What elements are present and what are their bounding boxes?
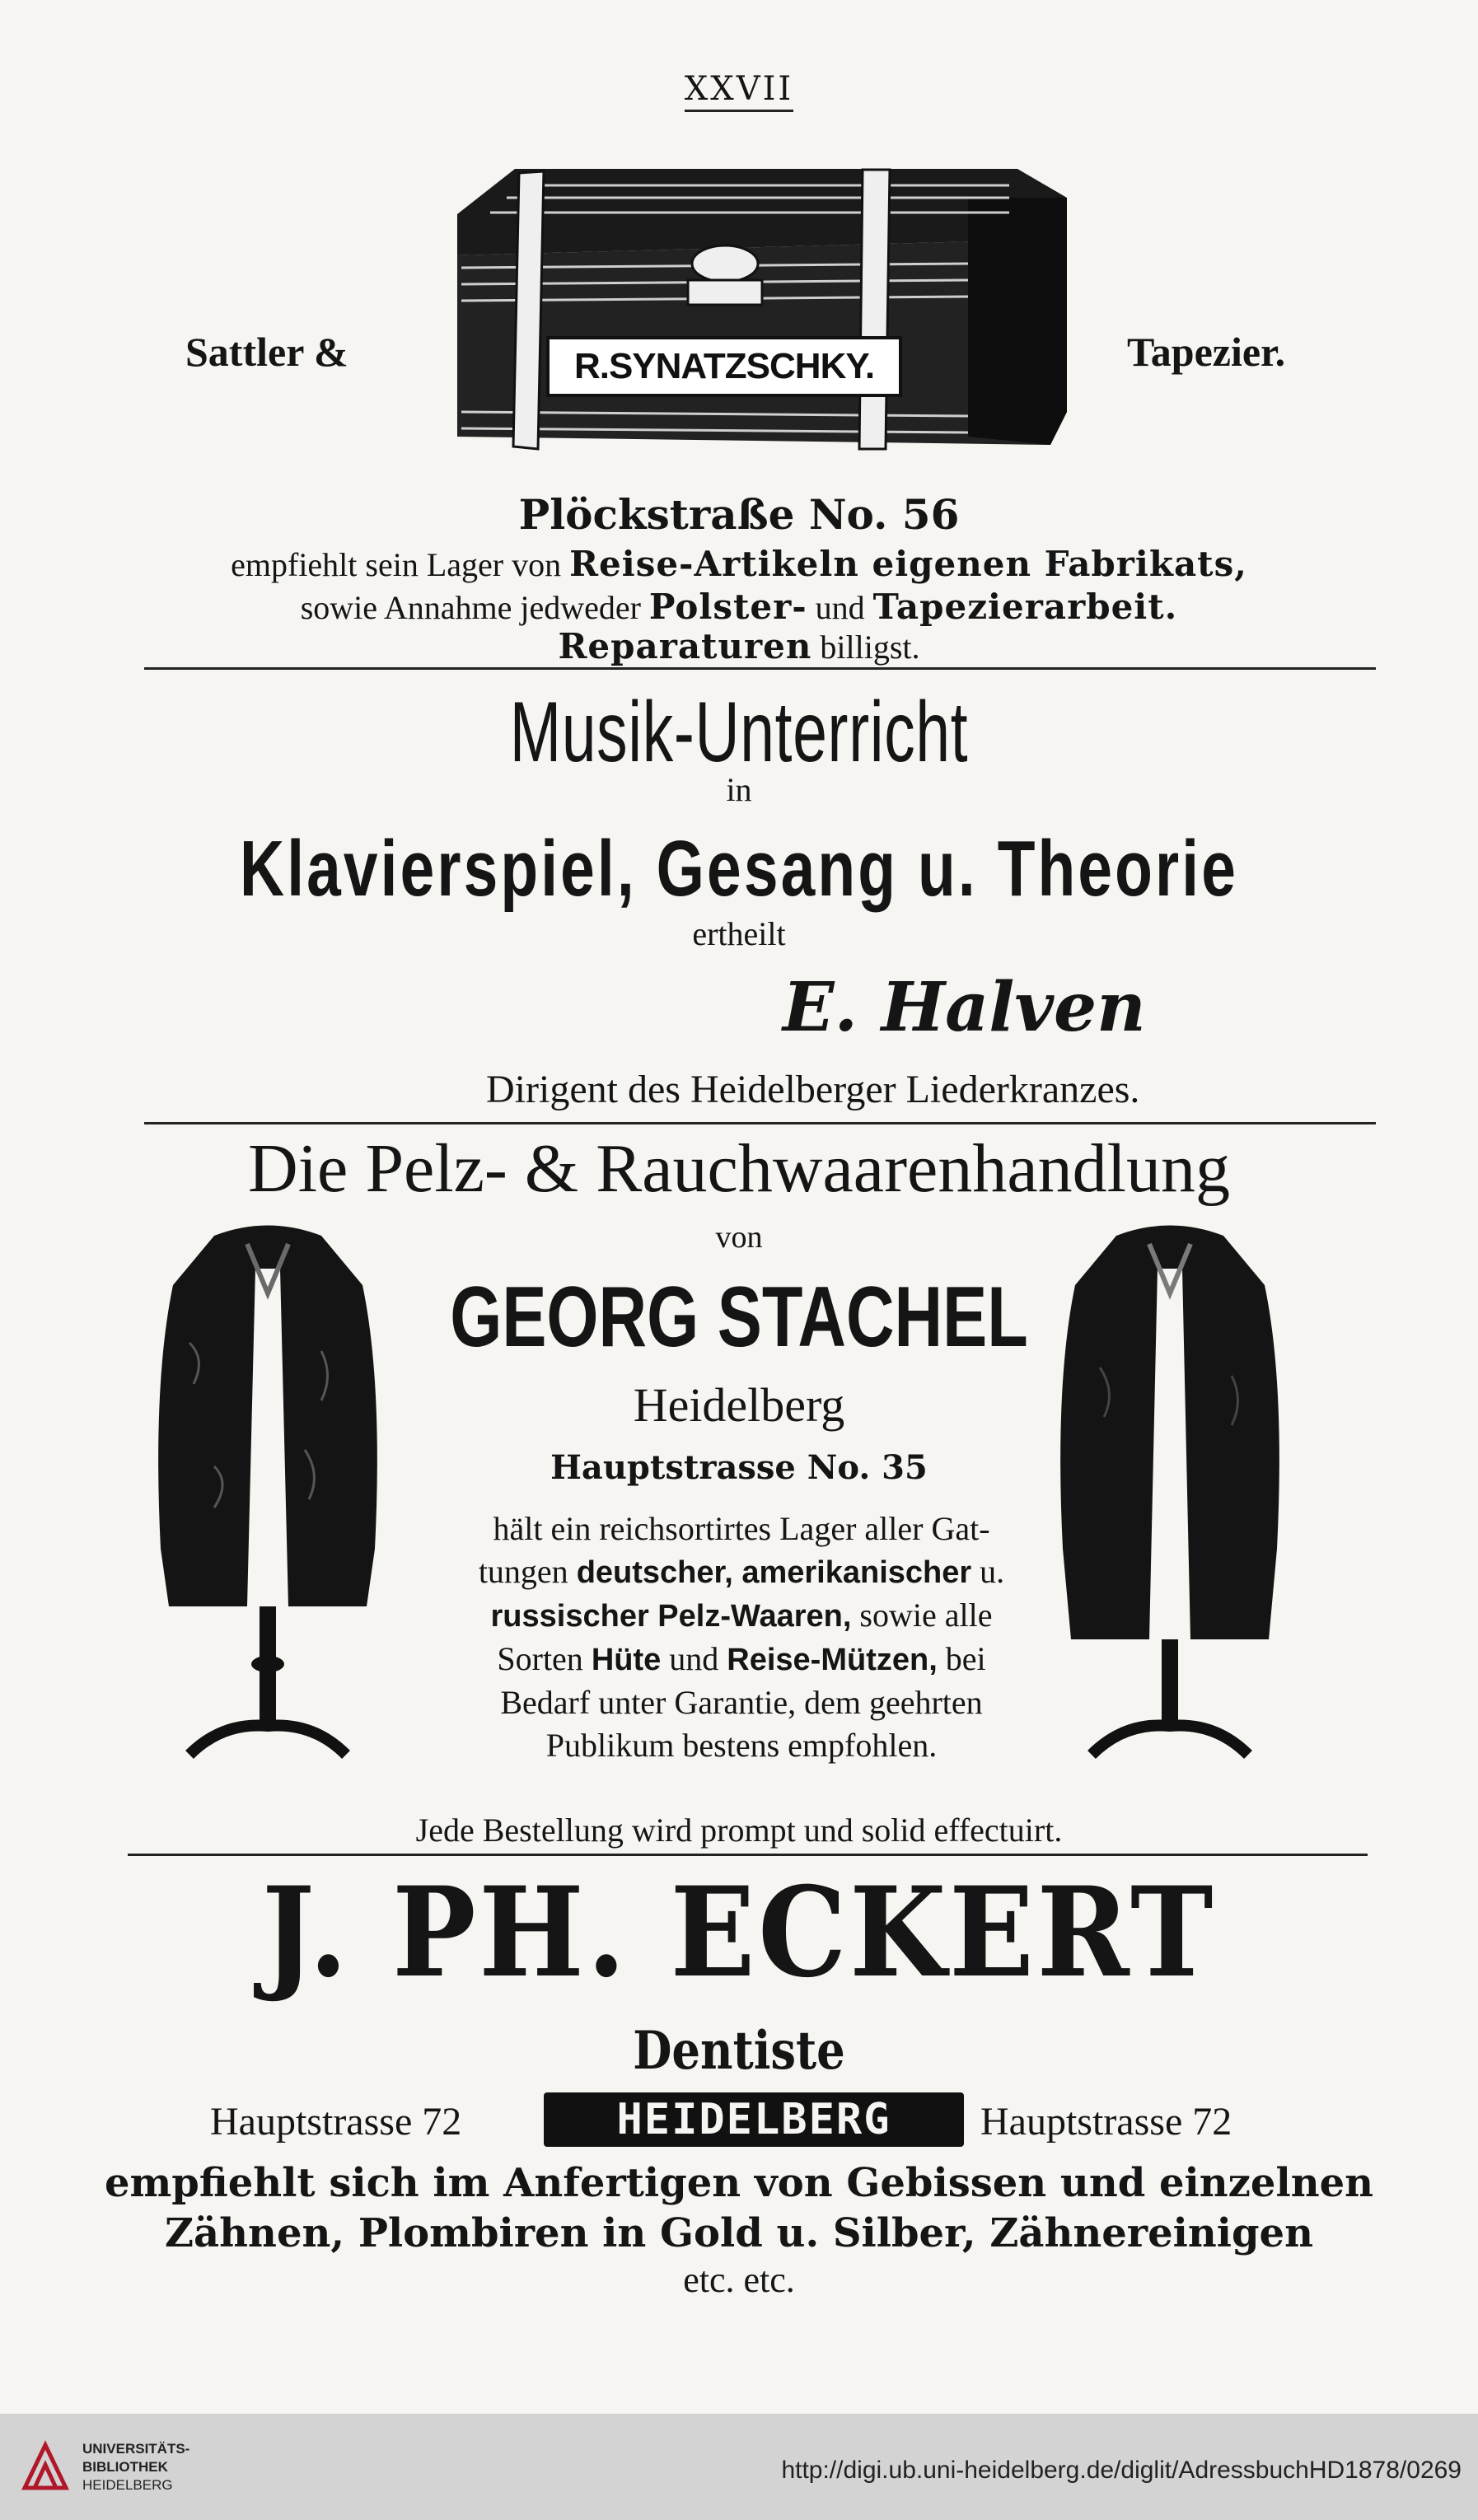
synatzschky-line-2: sowie Annahme jedweder Polster- und Tapezierarbeit. bbox=[300, 587, 1178, 627]
eckert-line-2: Zähnen, Plombiren in Gold u. Silber, Zähnereinigen bbox=[165, 2210, 1313, 2256]
fur-coat-right-illustration bbox=[1059, 1219, 1281, 1771]
institution-name: UNIVERSITÄTS- BIBLIOTHEK HEIDELBERG bbox=[82, 2441, 190, 2493]
eckert-address-left: Hauptstrasse 72 bbox=[210, 2100, 462, 2144]
eckert-line-1: empfiehlt sich im Anfertigen von Gebissen und einzelnen bbox=[104, 2160, 1374, 2206]
musik-teacher-role: Dirigent des Heidelberger Liederkranzes. bbox=[486, 1068, 1140, 1111]
musik-in: in bbox=[726, 771, 752, 808]
eckert-name: J. PH. ECKERT bbox=[261, 1860, 1217, 2005]
pelz-line-1: hält ein reichsortirtes Lager aller Gat- bbox=[493, 1510, 990, 1547]
synatzschky-line-1: empfiehlt sein Lager von Reise-Artikeln eigenen Fabrikats, bbox=[231, 544, 1247, 584]
pelz-line-3: russischer Pelz-Waaren, sowie alle bbox=[490, 1597, 993, 1634]
sattler-label: Sattler & bbox=[185, 329, 348, 375]
synatzschky-line-3: Reparaturen billigst. bbox=[558, 626, 920, 666]
source-url-link[interactable]: http://digi.ub.uni-heidelberg.de/diglit/AdressbuchHD1878/0269 bbox=[781, 2457, 1462, 2484]
pelz-merchant-name: GEORG STACHEL bbox=[450, 1269, 1028, 1365]
eckert-title: Dentiste bbox=[633, 2020, 845, 2082]
heidelberg-logo: HEIDELBERG bbox=[544, 2092, 964, 2147]
divider-1 bbox=[144, 667, 1376, 670]
musik-ertheilt: ertheilt bbox=[692, 915, 786, 952]
eckert-address-right: Hauptstrasse 72 bbox=[980, 2100, 1232, 2144]
pelz-line-6: Publikum bestens empfohlen. bbox=[545, 1727, 938, 1764]
musik-title: Musik-Unterricht bbox=[509, 685, 969, 780]
trunk-illustration bbox=[441, 165, 1067, 478]
pelz-line-5: Bedarf unter Garantie, dem geehrten bbox=[500, 1684, 983, 1721]
page-number: XXVII bbox=[0, 70, 1478, 108]
musik-teacher-name: E. Halven bbox=[783, 968, 1146, 1047]
divider-3 bbox=[128, 1854, 1368, 1856]
pelz-description bbox=[424, 1508, 1059, 1767]
pelz-city: Heidelberg bbox=[633, 1378, 845, 1432]
pelz-address: Hauptstrasse No. 35 bbox=[550, 1448, 928, 1487]
eckert-line-3: etc. etc. bbox=[683, 2260, 795, 2300]
pelz-title: Die Pelz- & Rauchwaarenhandlung bbox=[248, 1130, 1230, 1207]
pelz-von: von bbox=[715, 1220, 763, 1255]
pelz-line-2: tungen deutscher, amerikanischer u. bbox=[478, 1553, 1005, 1590]
tapezier-label: Tapezier. bbox=[1127, 329, 1286, 375]
trunk-nameplate: R.SYNATZSCHKY. bbox=[546, 336, 902, 397]
synatzschky-address: Plöckstraße No. 56 bbox=[518, 490, 960, 539]
pelz-line-4: Sorten Hüte und Reise-Mützen, bei bbox=[497, 1640, 986, 1677]
university-seal-icon bbox=[16, 2438, 74, 2496]
pelz-closing: Jede Bestellung wird prompt und solid effectuirt. bbox=[415, 1812, 1063, 1849]
divider-2 bbox=[144, 1122, 1376, 1124]
musik-subjects: Klavierspiel, Gesang u. Theorie bbox=[240, 825, 1238, 913]
footer-bar bbox=[0, 2414, 1478, 2520]
fur-coat-left-illustration bbox=[157, 1219, 379, 1771]
